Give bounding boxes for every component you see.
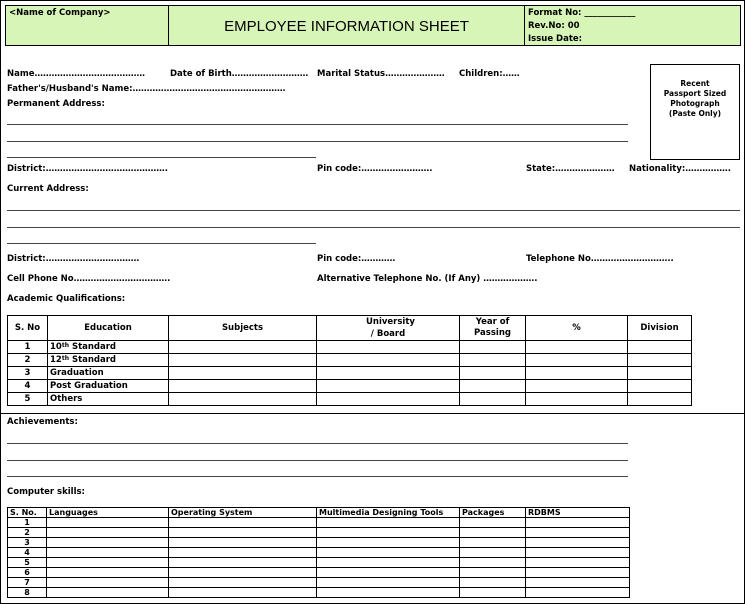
computer-header-row [8, 508, 630, 518]
table-row [8, 538, 630, 548]
col-os: Operating System [169, 508, 317, 518]
sno-cell: 7 [8, 578, 47, 588]
sno-cell: 1 [8, 518, 47, 528]
address-line[interactable] [7, 243, 316, 244]
col-percent: % [526, 316, 628, 341]
address-line[interactable] [7, 124, 628, 125]
achievements-line[interactable] [7, 476, 628, 477]
dob-field[interactable]: Date of Birth……………………… [170, 69, 309, 79]
table-row [8, 558, 630, 568]
education-cell: 10th Standard [48, 341, 169, 354]
academic-title: Academic Qualifications: [7, 294, 126, 304]
table-row [8, 588, 630, 598]
father-name-field[interactable]: Father's/Husband's Name:……………………………………………… [7, 84, 286, 94]
district-field[interactable]: District:……………………………………. [7, 164, 168, 174]
company-name: <Name of Company> [9, 8, 111, 18]
address-line[interactable] [7, 210, 740, 211]
sno-cell: 5 [8, 393, 48, 406]
children-field[interactable]: Children:…… [459, 69, 520, 79]
col-multimedia: Multimedia Designing Tools [317, 508, 460, 518]
col-sno: S. No [8, 316, 48, 341]
computer-skills-table [7, 507, 630, 598]
education-cell: 12th Standard [48, 354, 169, 367]
sno-cell: 6 [8, 568, 47, 578]
col-year: Year of Passing [460, 316, 526, 341]
format-no: Format No: ____________ [528, 8, 636, 18]
table-row [8, 354, 692, 367]
table-row [8, 548, 630, 558]
issue-date: Issue Date: [528, 34, 583, 44]
col-sno: S. No. [8, 508, 47, 518]
cell-phone-field[interactable]: Cell Phone No……………………………. [7, 274, 171, 284]
col-education: Education [48, 316, 169, 341]
achievements-line[interactable] [7, 443, 628, 444]
col-languages: Languages [47, 508, 169, 518]
sheet-title: EMPLOYEE INFORMATION SHEET [224, 18, 469, 35]
col-rdbms: RDBMS [526, 508, 630, 518]
photo-box[interactable] [650, 64, 740, 160]
table-row [8, 528, 630, 538]
table-row [8, 367, 692, 380]
nationality-field[interactable]: Nationality:……………. [629, 164, 732, 174]
rev-no: Rev.No: 00 [528, 21, 580, 31]
address-line[interactable] [7, 157, 316, 158]
telephone-field[interactable]: Telephone No……………………….. [526, 254, 674, 264]
table-row [8, 341, 692, 354]
academic-table [7, 315, 692, 406]
computer-skills-label: Computer skills: [7, 487, 85, 497]
education-cell: Graduation [48, 367, 169, 380]
state-field[interactable]: State:………………… [526, 164, 615, 174]
current-pin-field[interactable]: Pin code:………… [317, 254, 396, 264]
sno-cell: 5 [8, 558, 47, 568]
name-field[interactable]: Name………………………………… [7, 69, 145, 79]
marital-status-field[interactable]: Marital Status………………… [317, 69, 445, 79]
table-row [8, 380, 692, 393]
sno-cell: 2 [8, 354, 48, 367]
education-cell: Post Graduation [48, 380, 169, 393]
table-row [8, 393, 692, 406]
current-address-label: Current Address: [7, 184, 89, 194]
address-line[interactable] [7, 141, 628, 142]
achievements-line[interactable] [7, 460, 628, 461]
current-district-field[interactable]: District:…………………………… [7, 254, 140, 264]
education-cell: Others [48, 393, 169, 406]
academic-header-row [8, 316, 692, 341]
title-cell [168, 5, 525, 46]
sno-cell: 3 [8, 367, 48, 380]
sno-cell: 8 [8, 588, 47, 598]
table-row [8, 518, 630, 528]
alt-telephone-field[interactable]: Alternative Telephone No. (If Any) ………………. [317, 274, 538, 284]
sno-cell: 4 [8, 548, 47, 558]
table-row [8, 578, 630, 588]
company-name-cell [5, 5, 169, 46]
sno-cell: 1 [8, 341, 48, 354]
table-row [8, 568, 630, 578]
col-packages: Packages [460, 508, 526, 518]
format-cell [524, 5, 741, 46]
section-divider [1, 413, 744, 414]
col-division: Division [628, 316, 692, 341]
sno-cell: 4 [8, 380, 48, 393]
sno-cell: 3 [8, 538, 47, 548]
achievements-label: Achievements: [7, 417, 78, 427]
address-line[interactable] [7, 227, 740, 228]
sno-cell: 2 [8, 528, 47, 538]
pin-code-field[interactable]: Pin code:……………………. [317, 164, 433, 174]
col-subjects: Subjects [169, 316, 317, 341]
col-university: University / Board [317, 316, 460, 341]
permanent-address-label: Permanent Address: [7, 99, 105, 109]
photo-label: Recent Passport Sized Photograph (Paste Only) [663, 79, 727, 118]
